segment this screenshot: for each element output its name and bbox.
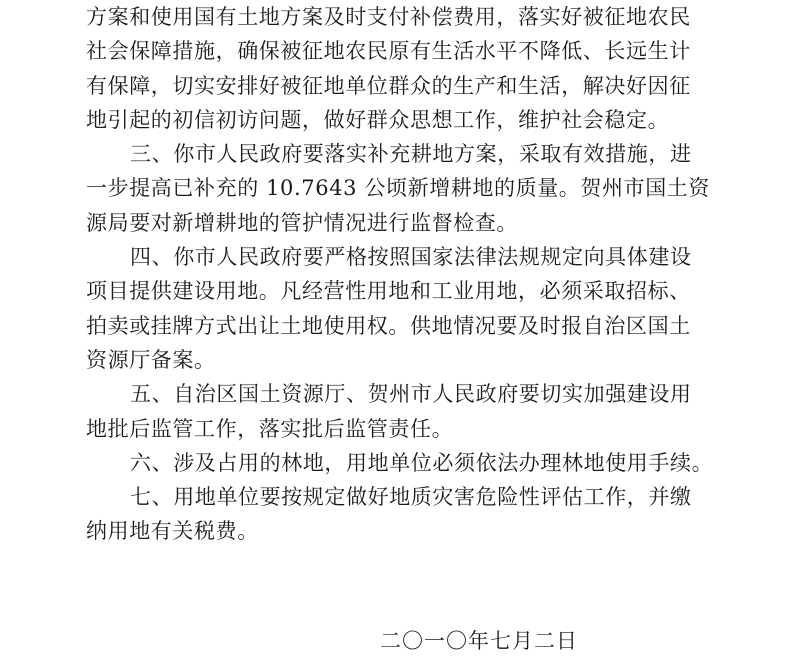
paragraph-line: 拍卖或挂牌方式出让土地使用权。供地情况要及时报自治区国土 — [86, 313, 691, 338]
paragraph-line: 资源厅备案。 — [86, 347, 216, 372]
paragraph-line: 五、自治区国土资源厅、贺州市人民政府要切实加强建设用 — [130, 382, 692, 407]
paragraph-line: 一步提高已补充的 10.7643 公顷新增耕地的质量。贺州市国土资 — [86, 176, 710, 201]
paragraph-line: 源局要对新增耕地的管护情况进行监督检查。 — [86, 210, 518, 235]
paragraph-line: 六、涉及占用的林地，用地单位必须依法办理林地使用手续。 — [130, 450, 714, 475]
paragraph-line: 项目提供建设用地。凡经营性用地和工业用地，必须采取招标、 — [86, 279, 691, 304]
paragraph-line: 有保障，切实安排好被征地单位群众的生产和生活，解决好因征 — [86, 73, 691, 98]
paragraph-line: 地引起的初信初访问题，做好群众思想工作，维护社会稳定。 — [86, 107, 670, 132]
paragraph-line: 社会保障措施，确保被征地农民原有生活水平不降低、长远生计 — [86, 39, 691, 64]
document-body — [86, 0, 726, 549]
paragraph-line: 七、用地单位要按规定做好地质灾害危险性评估工作，并缴 — [130, 485, 692, 510]
paragraph-line: 四、你市人民政府要严格按照国家法律法规规定向具体建设 — [130, 245, 692, 270]
paragraph-line: 地批后监管工作，落实批后监管责任。 — [86, 416, 454, 441]
document-date: 二〇一〇年七月二日 — [380, 629, 578, 653]
paragraph-line: 方案和使用国有土地方案及时支付补偿费用，落实好被征地农民 — [86, 5, 691, 29]
paragraph-line: 纳用地有关税费。 — [86, 519, 259, 544]
paragraph-line: 三、你市人民政府要落实补充耕地方案，采取有效措施，进 — [130, 142, 692, 167]
